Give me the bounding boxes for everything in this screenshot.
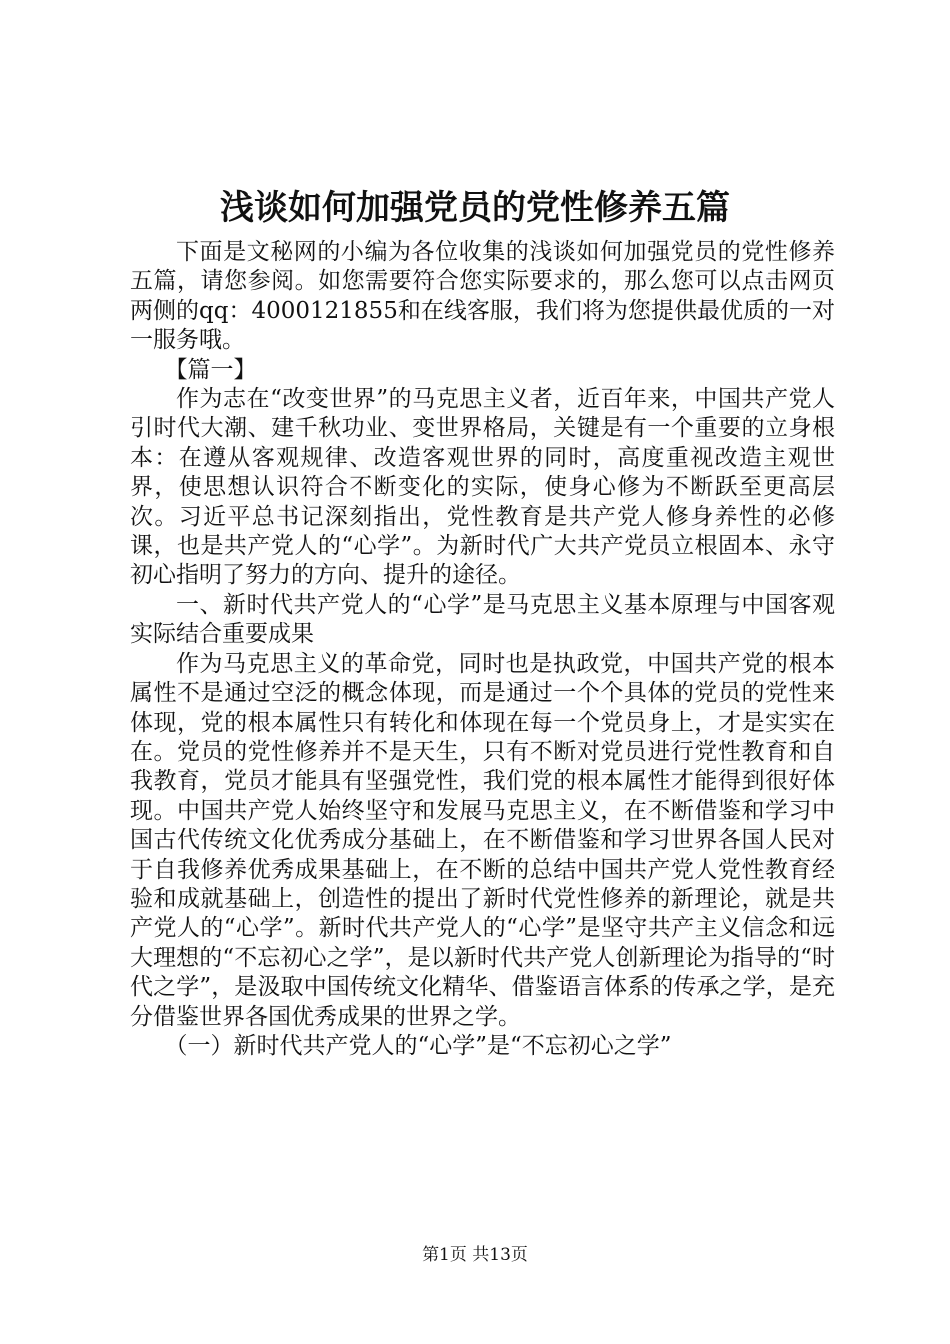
document-body	[130, 238, 835, 1061]
paragraph-intro: 下面是文秘网的小编为各位收集的浅谈如何加强党员的党性修养五篇，请您参阅。如您需要符合您实际要求的，那么您可以点击网页两侧的qq：4000121855和在线客服，我们将为您提供最优质的一对一服务哦。	[130, 239, 835, 354]
paragraph-body: 作为志在“改变世界”的马克思主义者，近百年来，中国共产党人引时代大潮、建千秋功业、变世界格局，关键是有一个重要的立身根本：在遵从客观规律、改造客观世界的同时，高度重视改造主观世界，使思想认识符合不断变化的实际，使身心修为不断跃至更高层次。习近平总书记深刻指出，党性教育是共产党人修身养性的必修课，也是共产党人的“心学”。为新时代广大共产党员立根固本、永守初心指明了努力的方向、提升的途径。	[130, 386, 835, 589]
page-number-footer: 第1页 共13页	[422, 1245, 528, 1265]
paragraph-section-label: 【篇一】	[164, 356, 257, 383]
paragraph-body: 作为马克思主义的革命党，同时也是执政党，中国共产党的根本属性不是通过空泛的概念体现，而是通过一个个具体的党员的党性来体现，党的根本属性只有转化和体现在每一个党员身上，才是实实在在。党员的党性修养并不是天生，只有不断对党员进行党性教育和自我教育，党员才能具有坚强党性，我们党的根本属性才能得到很好体现。中国共产党人始终坚守和发展马克思主义，在不断借鉴和学习中国古代传统文化优秀成分基础上，在不断借鉴和学习世界各国人民对于自我修养优秀成果基础上，在不断的总结中国共产党人党性教育经验和成就基础上，创造性的提出了新时代党性修养的新理论，就是共产党人的“心学”。新时代共产党人的“心学”是坚守共产主义信念和远大理想的“不忘初心之学”，是以新时代共产党人创新理论为指导的“时代之学”，是汲取中国传统文化精华、借鉴语言体系的传承之学，是充分借鉴世界各国优秀成果的世界之学。	[130, 650, 835, 1030]
paragraph-subheading: （一）新时代共产党人的“心学”是“不忘初心之学”	[164, 1032, 672, 1059]
document-title: 浅谈如何加强党员的党性修养五篇	[220, 188, 730, 228]
paragraph-heading: 一、新时代共产党人的“心学”是马克思主义基本原理与中国客观实际结合重要成果	[130, 591, 835, 648]
